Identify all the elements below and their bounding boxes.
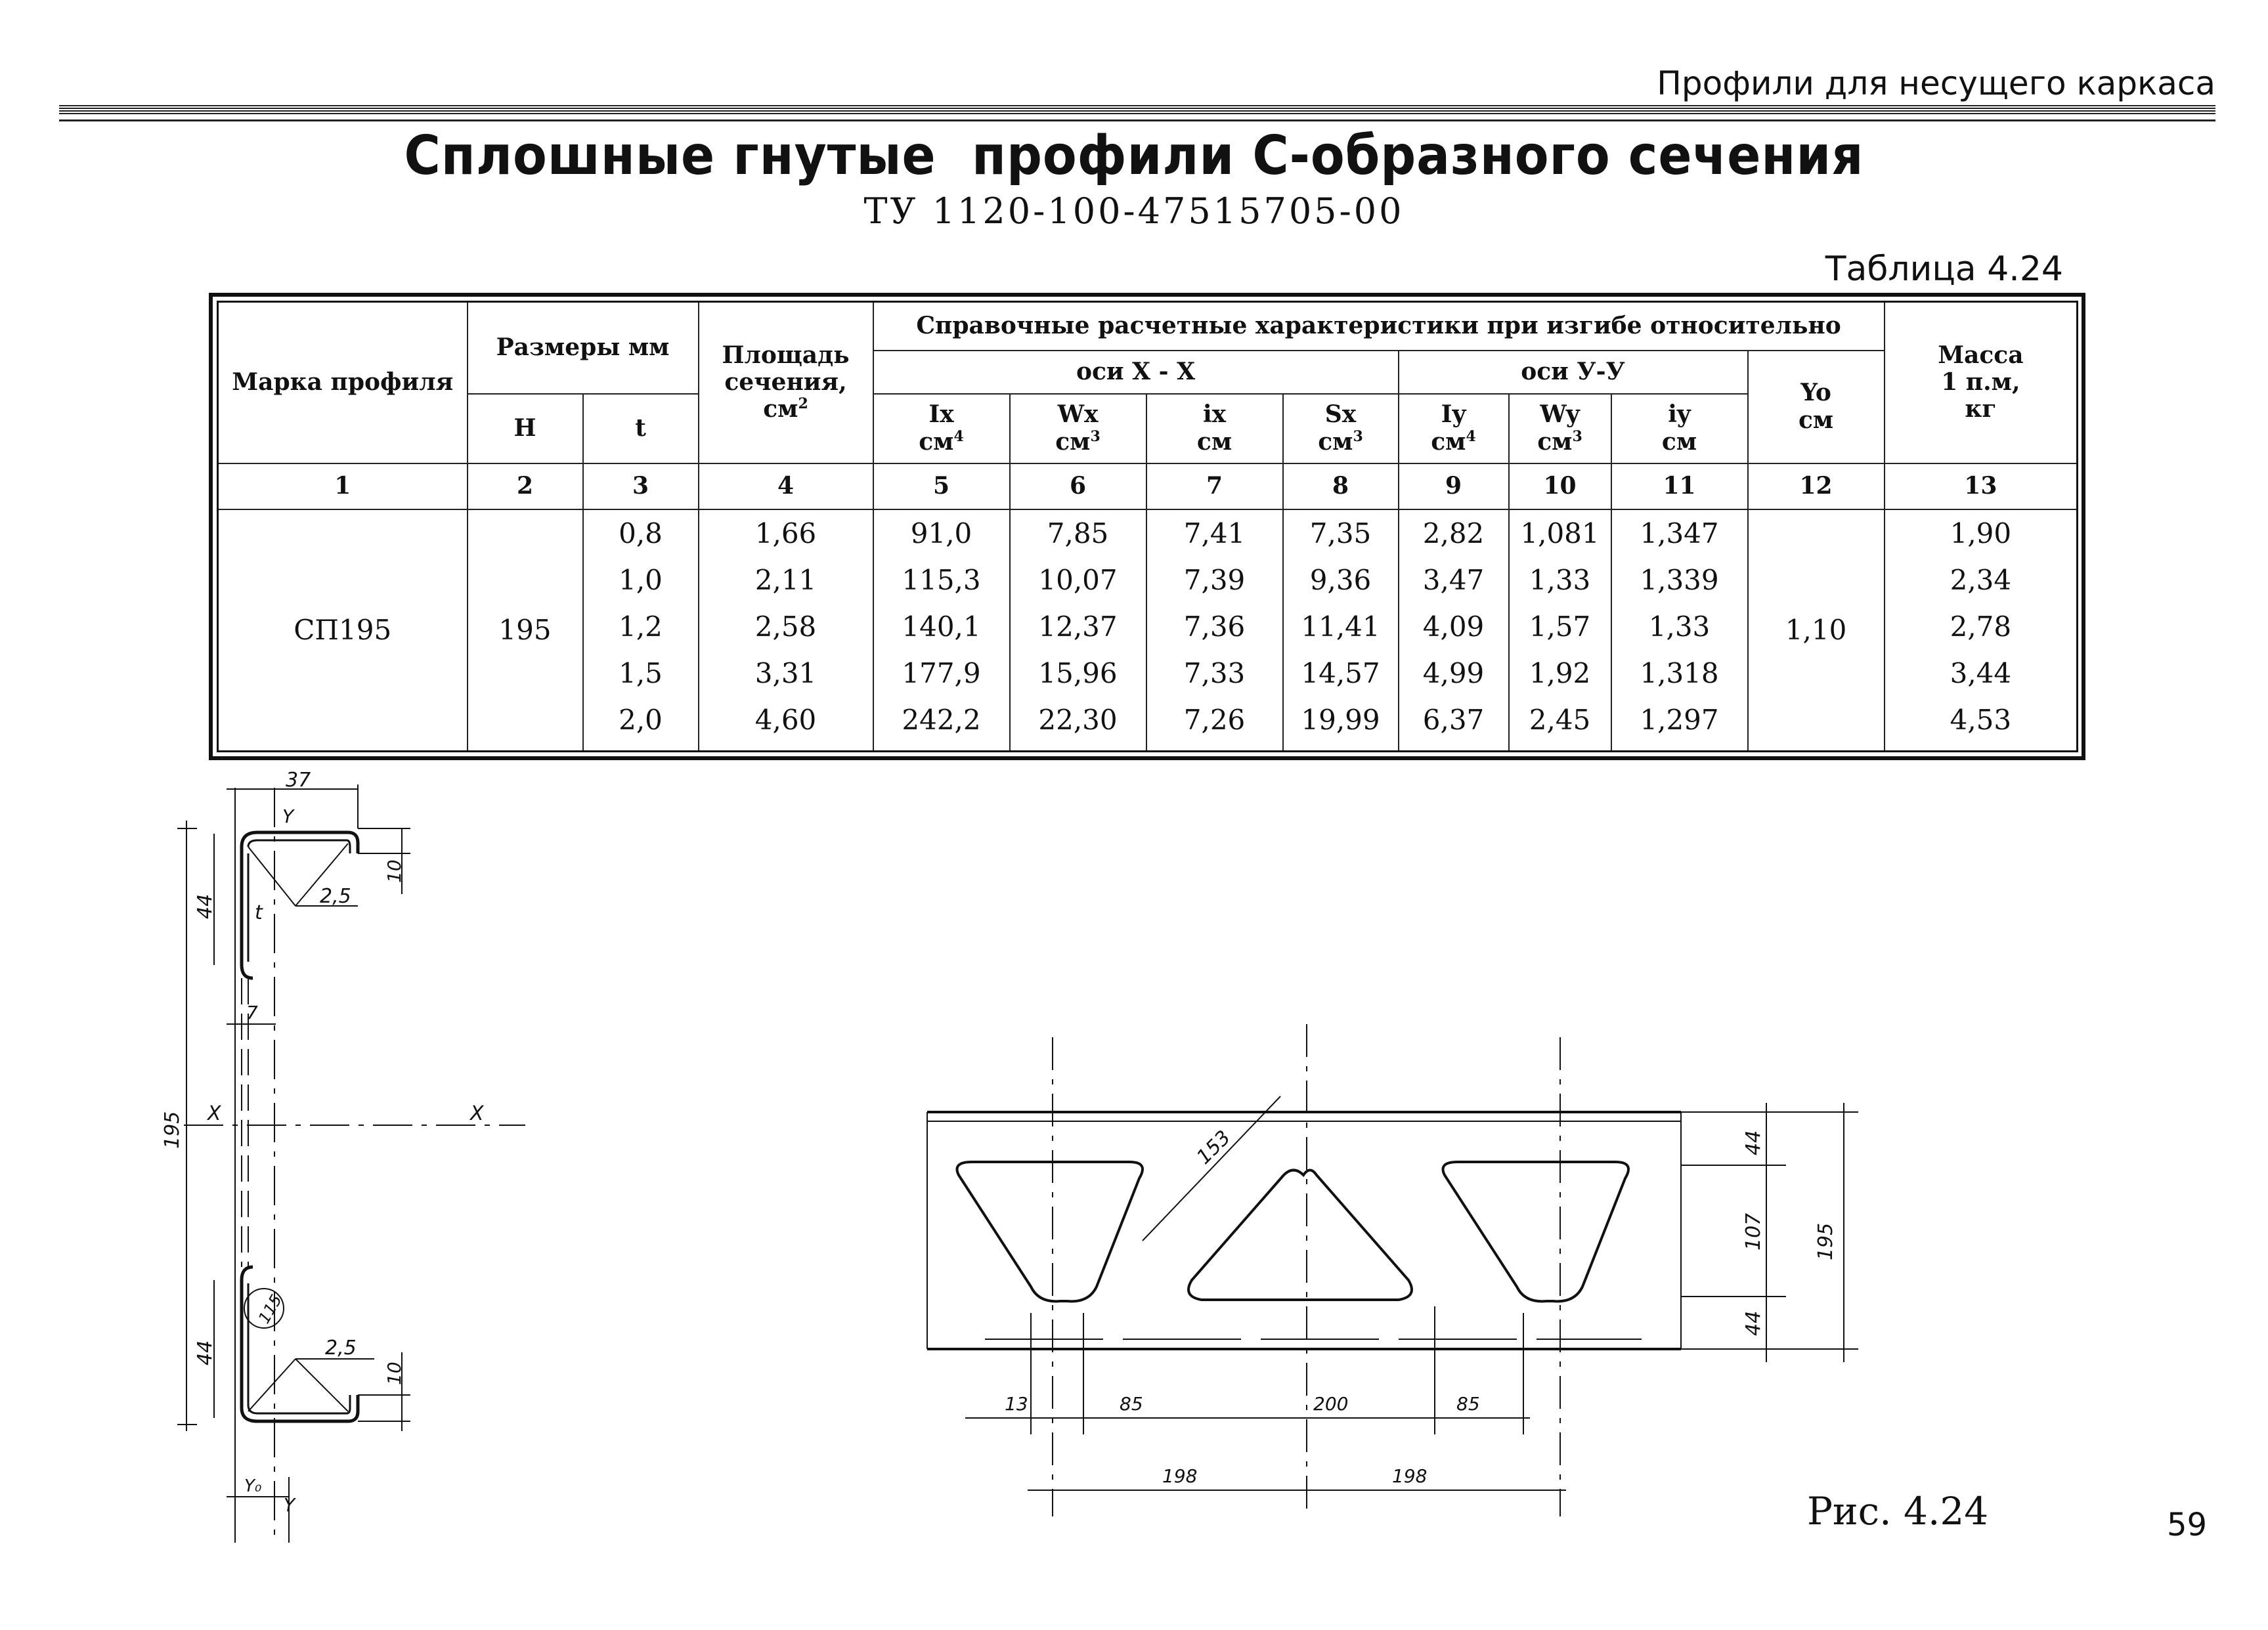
header-Wx-text: Wx <box>1057 400 1099 429</box>
header-massa-3: кг <box>1965 395 1997 423</box>
section-drawing-labels <box>161 769 485 1516</box>
value-ix: 7,39 <box>1183 563 1246 596</box>
value-Wx: 12,37 <box>1038 610 1118 643</box>
col-num: 3 <box>583 463 699 509</box>
header-Wy-text: Wy <box>1540 400 1580 429</box>
label-y-top: Y <box>282 805 294 827</box>
cell-Yo: 1,10 <box>1748 509 1885 752</box>
header-Ix-unit: см <box>919 427 954 456</box>
value-Wy: 2,45 <box>1529 703 1591 736</box>
header-Sx-unit: см <box>1318 427 1353 456</box>
header-Wy-exp: 3 <box>1572 427 1582 445</box>
value-Wy: 1,081 <box>1520 517 1600 549</box>
value-A: 2,58 <box>754 610 817 643</box>
header-ploshchad-text: Площадь сечения, <box>722 341 850 397</box>
perforated-web-drawing <box>927 1024 1858 1516</box>
dim-lip-bottom: 10 <box>383 1362 405 1385</box>
header-iy-text: iy <box>1668 400 1691 429</box>
value-Ix: 242,2 <box>902 703 981 736</box>
value-Sx: 11,41 <box>1301 610 1380 643</box>
value-Iy: 4,09 <box>1422 610 1485 643</box>
value-A: 3,31 <box>754 656 817 689</box>
header-Wx-exp: 3 <box>1090 427 1101 445</box>
value-Iy: 6,37 <box>1422 703 1485 736</box>
value-mass: 2,78 <box>1950 610 2012 643</box>
value-ix: 7,33 <box>1183 656 1246 689</box>
value-t: 1,2 <box>619 610 663 643</box>
value-Wx: 7,85 <box>1047 517 1109 549</box>
header-ploshchad-unit: см <box>763 395 798 423</box>
header-ploshchad-exp: 2 <box>798 395 808 413</box>
value-mass: 1,90 <box>1950 517 2012 549</box>
section-profile-drawing <box>177 784 525 1543</box>
col-num: 8 <box>1283 463 1399 509</box>
page-title: Сплошные гнутые профили С-образного сечения <box>404 125 1864 187</box>
header-Iy-text: Iy <box>1441 400 1466 429</box>
dim-198-left: 198 <box>1162 1465 1198 1487</box>
page-number: 59 <box>2167 1507 2208 1543</box>
dim-flange-top: 44 <box>194 893 217 919</box>
header-H-text: H <box>513 414 536 442</box>
value-Sx: 7,35 <box>1309 517 1372 549</box>
col-num: 11 <box>1611 463 1748 509</box>
col-num: 10 <box>1509 463 1611 509</box>
header-ix-text: ix <box>1202 400 1227 429</box>
dim-t: t <box>255 901 263 924</box>
header-Ix-text: Ix <box>928 400 954 429</box>
header-marka-text: Марка профиля <box>232 368 454 397</box>
header-Iy-exp: 4 <box>1466 427 1476 445</box>
header-Wy-unit: см <box>1537 427 1573 456</box>
header-iy-unit: см <box>1661 427 1697 456</box>
header-t-text: t <box>635 414 646 442</box>
value-Ix: 177,9 <box>902 656 981 689</box>
col-num: 13 <box>1885 463 2078 509</box>
header-Iy-unit: см <box>1431 427 1466 456</box>
web-drawing-labels <box>1005 1126 1837 1487</box>
dim-153: 153 <box>1192 1126 1236 1169</box>
col-num: 2 <box>468 463 583 509</box>
dim-lip-top: 10 <box>383 859 405 883</box>
value-Wx: 22,30 <box>1038 703 1118 736</box>
value-Ix: 91,0 <box>910 517 972 549</box>
value-ix: 7,26 <box>1183 703 1246 736</box>
dim-44-top: 44 <box>1742 1130 1765 1155</box>
header-Ix-exp: 4 <box>953 427 964 445</box>
header-massa-2: 1 п.м, <box>1941 368 2020 397</box>
col-num: 5 <box>873 463 1010 509</box>
cell-profile: СП195 <box>218 509 468 752</box>
value-t: 1,0 <box>619 563 663 596</box>
value-Iy: 2,82 <box>1422 517 1485 549</box>
dim-top-width: 37 <box>286 769 311 792</box>
value-Wy: 1,92 <box>1529 656 1591 689</box>
value-ix: 7,36 <box>1183 610 1246 643</box>
value-Iy: 4,99 <box>1422 656 1485 689</box>
value-t: 0,8 <box>619 517 663 549</box>
value-iy: 1,347 <box>1640 517 1719 549</box>
value-iy: 1,339 <box>1640 563 1719 596</box>
col-num: 9 <box>1399 463 1509 509</box>
header-Sx-exp: 3 <box>1353 427 1363 445</box>
dim-flange-bottom: 44 <box>194 1340 217 1365</box>
value-Wx: 10,07 <box>1038 563 1118 596</box>
value-Ix: 115,3 <box>902 563 981 596</box>
dim-44-bottom: 44 <box>1742 1310 1765 1336</box>
tu-standard: ТУ 1120-100-47515705-00 <box>863 190 1405 232</box>
dim-198-right: 198 <box>1392 1465 1428 1487</box>
value-mass: 4,53 <box>1950 703 2012 736</box>
value-mass: 3,44 <box>1950 656 2012 689</box>
value-Wy: 1,33 <box>1529 563 1591 596</box>
value-ix: 7,41 <box>1183 517 1246 549</box>
col-num: 1 <box>218 463 468 509</box>
dim-85-left: 85 <box>1120 1393 1143 1415</box>
value-iy: 1,297 <box>1640 703 1719 736</box>
value-A: 1,66 <box>754 517 817 549</box>
header-os-y-text: оси У-У <box>1521 357 1625 385</box>
dim-13: 13 <box>1005 1393 1028 1415</box>
header-razmery-text: Размеры мм <box>496 333 670 362</box>
dim-radius-bottom: 2,5 <box>325 1337 357 1360</box>
header-massa-1: Масса <box>1938 341 2024 369</box>
header-yo-unit: см <box>1798 406 1834 434</box>
header-Wx-unit: см <box>1055 427 1091 456</box>
value-t: 1,5 <box>619 656 663 689</box>
header-os-x-text: оси X - X <box>1076 357 1196 385</box>
col-num: 12 <box>1748 463 1885 509</box>
header-ix-unit: см <box>1196 427 1232 456</box>
value-iy: 1,33 <box>1648 610 1711 643</box>
cell-H: 195 <box>468 509 583 752</box>
col-num: 7 <box>1146 463 1283 509</box>
value-Iy: 3,47 <box>1422 563 1485 596</box>
section-header-title: Профили для несущего каркаса <box>1657 64 2215 102</box>
value-t: 2,0 <box>619 703 663 736</box>
dim-seven: 7 <box>246 1002 258 1023</box>
value-mass: 2,34 <box>1950 563 2012 596</box>
dim-85-right: 85 <box>1456 1393 1480 1415</box>
dim-195-web: 195 <box>1814 1222 1837 1260</box>
dim-r-bottom: 115 <box>254 1291 286 1327</box>
dim-107: 107 <box>1742 1212 1765 1251</box>
header-yo-text: Yo <box>1800 379 1831 407</box>
table-label: Таблица 4.24 <box>1825 249 2063 289</box>
label-y-bottom: Y <box>284 1494 295 1516</box>
col-num: 4 <box>699 463 873 509</box>
value-Sx: 9,36 <box>1309 563 1372 596</box>
header-Sx-text: Sx <box>1324 400 1357 429</box>
value-Wy: 1,57 <box>1529 610 1591 643</box>
dim-200: 200 <box>1313 1393 1349 1415</box>
value-Ix: 140,1 <box>902 610 981 643</box>
col-num: 6 <box>1010 463 1146 509</box>
value-Sx: 14,57 <box>1301 656 1380 689</box>
label-x-right: X <box>470 1102 484 1125</box>
value-A: 2,11 <box>754 563 817 596</box>
value-Sx: 19,99 <box>1301 703 1380 736</box>
header-spravochnye-text: Справочные расчетные характеристики при изгибе относительно <box>916 312 1841 340</box>
dim-height: 195 <box>161 1111 184 1149</box>
figure-label: Рис. 4.24 <box>1807 1489 1989 1533</box>
value-Wx: 15,96 <box>1038 656 1118 689</box>
value-iy: 1,318 <box>1640 656 1719 689</box>
dim-radius-top: 2,5 <box>320 885 351 908</box>
label-x-left: X <box>207 1102 221 1125</box>
value-A: 4,60 <box>754 703 817 736</box>
dim-yo: Y₀ <box>244 1476 262 1496</box>
